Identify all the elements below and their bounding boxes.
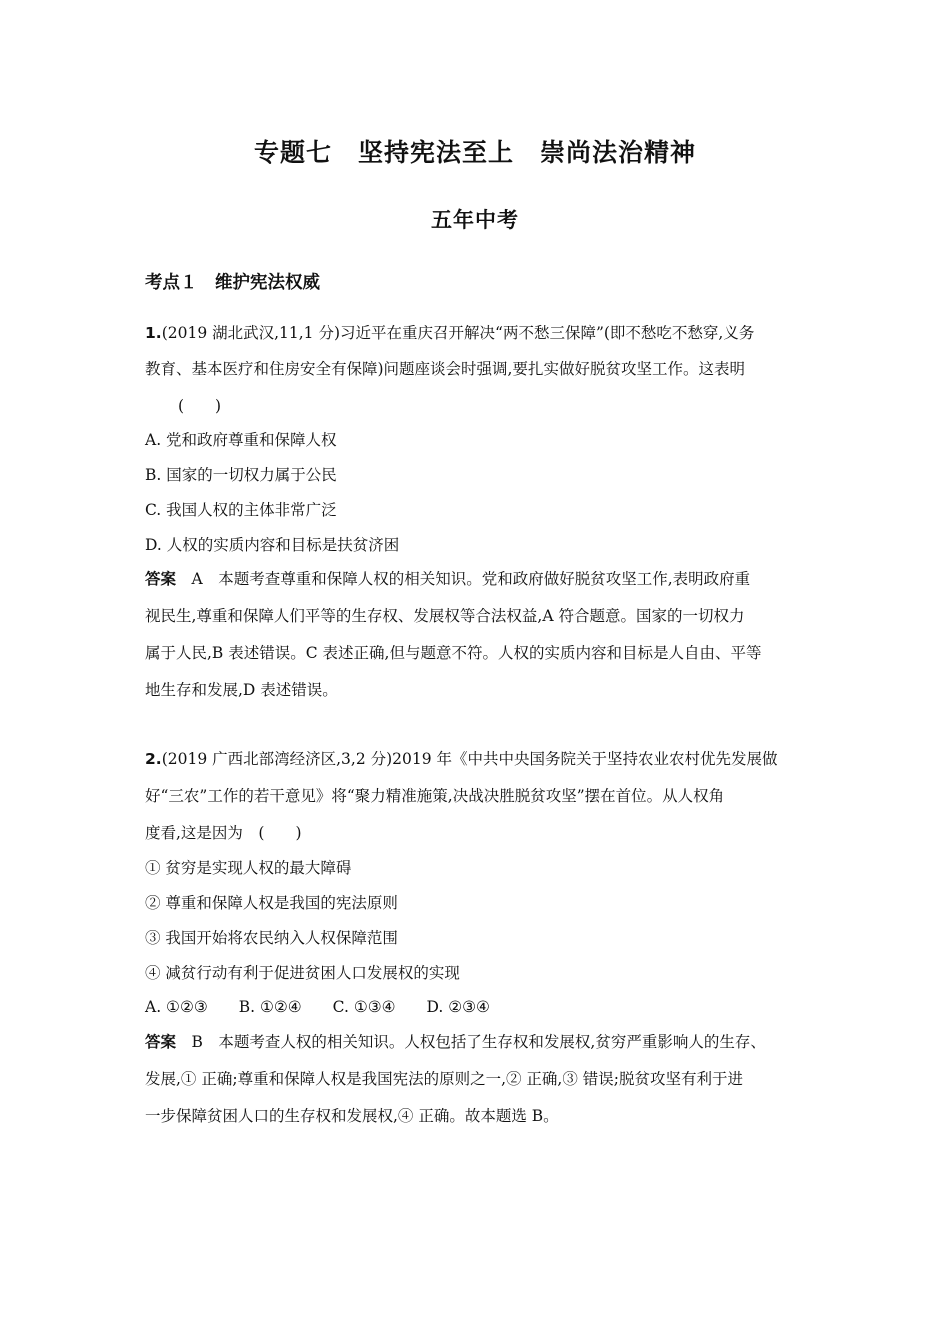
q2-statement-3: ③ 我国开始将农民纳入人权保障范围: [145, 929, 398, 947]
q2-statement-4: ④ 减贫行动有利于促进贫困人口发展权的实现: [145, 964, 460, 982]
q2-statement-2: ② 尊重和保障人权是我国的宪法原则: [145, 894, 398, 912]
q1-stem-text-1: (2019 湖北武汉,11,1 分)习近平在重庆召开解决“两不愁三保障”(即不愁吃不愁穿,义务: [161, 324, 755, 342]
q1-answer-line-1: [145, 569, 750, 589]
q1-answer-text-1: A 本题考查尊重和保障人权的相关知识。党和政府做好脱贫攻坚工作,表明政府重: [176, 570, 751, 588]
q1-answer-label: 答案: [145, 570, 177, 588]
q1-answer-line-2: 视民生,尊重和保障人们平等的生存权、发展权等合法权益,A 符合题意。国家的一切权力: [145, 607, 745, 625]
q1-answer-line-3: 属于人民,B 表述错误。C 表述正确,但与题意不符。人权的实质内容和目标是人自由、平等: [145, 644, 762, 662]
page-title: 专题七 坚持宪法至上 崇尚法治精神: [253, 138, 696, 167]
q2-stem-line-3: 度看,这是因为 ( ): [145, 824, 302, 842]
q2-statement-1: ① 贫穷是实现人权的最大障碍: [145, 859, 352, 877]
q1-option-a: A. 党和政府尊重和保障人权: [145, 431, 337, 449]
q2-answer-line-1: [145, 1032, 766, 1052]
q1-option-d: D. 人权的实质内容和目标是扶贫济困: [145, 536, 400, 554]
q1-option-b: B. 国家的一切权力属于公民: [145, 466, 337, 484]
q2-answer-line-3: 一步保障贫困人口的生存权和发展权,④ 正确。故本题选 B。: [145, 1107, 559, 1125]
q1-stem-line-2: 教育、基本医疗和住房安全有保障)问题座谈会时强调,要扎实做好脱贫攻坚工作。这表明: [145, 360, 745, 378]
q2-number: 2.: [145, 750, 162, 768]
q1-answer-line-4: 地生存和发展,D 表述错误。: [145, 681, 338, 699]
q2-stem-text-1: (2019 广西北部湾经济区,3,2 分)2019 年《中共中央国务院关于坚持农业农村优先发展做: [161, 750, 778, 768]
q2-stem-line-2: 好“三农”工作的若干意见》将“聚力精准施策,决战决胜脱贫攻坚”摆在首位。从人权角: [145, 787, 725, 805]
q1-number: 1.: [145, 324, 162, 342]
q2-stem-line-1: [145, 749, 778, 769]
page-subtitle: 五年中考: [431, 208, 519, 232]
q2-answer-text-1: B 本题考查人权的相关知识。人权包括了生存权和发展权,贫穷严重影响人的生存、: [176, 1033, 766, 1051]
q2-answer-line-2: 发展,① 正确;尊重和保障人权是我国宪法的原则之一,② 正确,③ 错误;脱贫攻坚有利于进: [145, 1070, 744, 1088]
q1-option-c: C. 我国人权的主体非常广泛: [145, 501, 337, 519]
q1-answer-bracket: ( ): [178, 397, 222, 415]
q2-options: A. ①②③ B. ①②④ C. ①③④ D. ②③④: [145, 998, 490, 1016]
q1-stem-line-1: [145, 323, 754, 343]
q2-answer-label: 答案: [145, 1033, 177, 1051]
section-heading: 考点１ 维护宪法权威: [145, 273, 320, 293]
